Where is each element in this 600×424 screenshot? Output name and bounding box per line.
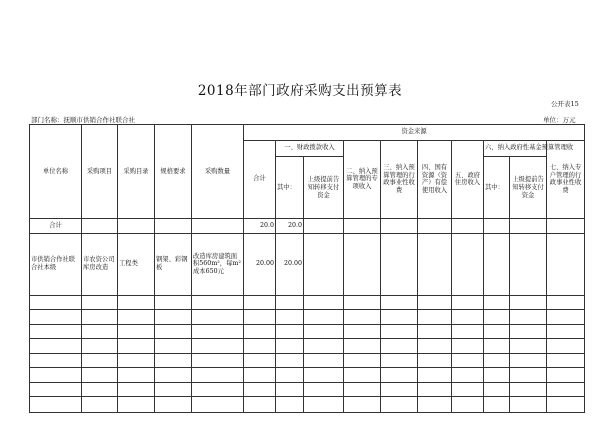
unit-label: 单位：万元 [543,116,576,124]
row-quantity: 改造库房建筑面积560m²，每m²成本650元 [192,233,244,295]
table-row-sum [30,219,585,234]
row-total: 20.00 [244,233,276,295]
header-fund-transfer: 上级提前告知转移支付资金 [510,157,547,219]
header-spec: 规格要求 [155,125,192,219]
header-fund-among: 其中： [484,157,510,219]
header-fiscal-transfer: 上级提前告知转移支付资金 [304,157,344,219]
row-catalog: 工程类 [118,233,155,295]
header-special: 二、纳入预算管理的专项收入 [344,140,381,219]
sum-label: 合计 [30,219,82,234]
header-fiscal: 一、财政拨款收入 [276,140,344,157]
header-quantity: 采购数量 [192,125,244,219]
table-row [30,233,585,295]
header-admin-fee: 三、纳入预算管理的行政事业性收费 [381,140,418,219]
row-unit: 市供销合作社联合社本级 [30,233,82,295]
header-gov-housing: 五、政府住房收入 [452,140,484,219]
row-project: 市农资公司库房改造 [82,233,118,295]
row-spec: 钢架、彩钢板 [155,233,192,295]
header-fiscal-among: 其中： [276,157,304,219]
sum-total: 20.0 [244,219,276,234]
header-state-asset: 四、国有资源（资产）有偿使用收入 [418,140,452,219]
budget-table [29,124,585,413]
header-project: 采购项目 [82,125,118,219]
form-number: 公开表15 [551,100,579,108]
header-special-account: 七、纳入专户管理的行政事业性收费 [547,140,585,219]
sum-fiscal: 20.0 [276,219,304,234]
header-funding-source: 资金来源 [244,125,585,141]
row-fiscal: 20.00 [276,233,304,295]
header-gov-fund: 六、纳入政府性基金预算管理收 [484,140,547,157]
header-catalog: 采购目录 [118,125,155,219]
header-total: 合计 [244,140,276,219]
page-title: 2018年部门政府采购支出预算表 [197,83,403,99]
department-name: 部门名称：抚顺市供销合作社联合社 [31,116,135,124]
header-unit: 单位名称 [30,125,82,219]
